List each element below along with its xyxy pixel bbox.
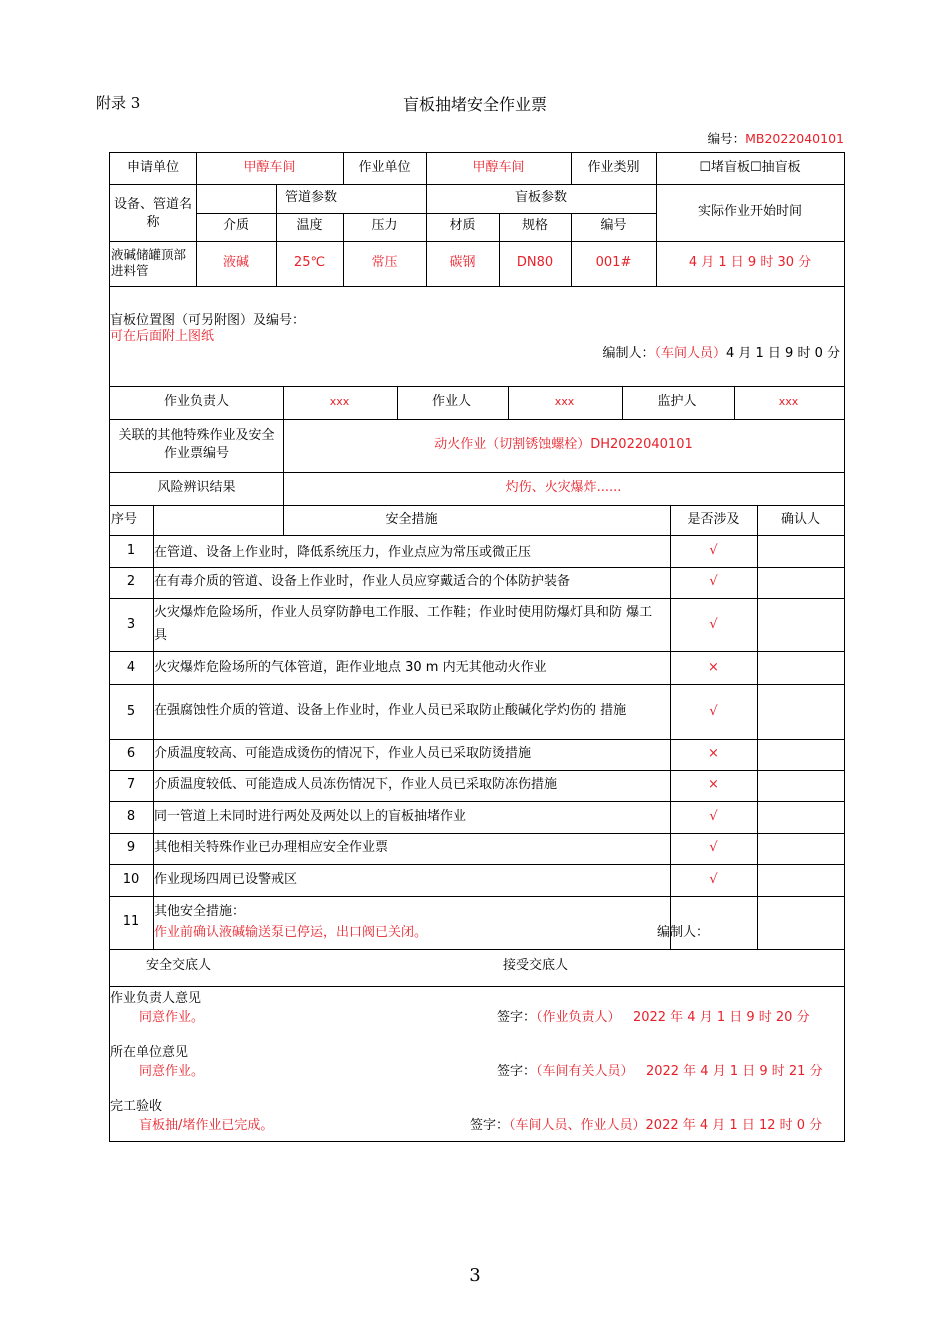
measure-mark-8: √ [709,808,718,824]
apply-unit-value: 甲醇车间 [243,160,296,176]
measure-no-9: 9 [126,840,136,856]
measure-mark-2: √ [709,574,718,590]
unit-sign-time: 2022 年 4 月 1 日 9 时 21 分 [645,1064,823,1079]
other-measures-label: 其他安全措施： [154,904,246,919]
measure-mark-9: √ [709,840,718,856]
measure-text-10: 作业现场四周已设警戒区 [154,871,298,887]
unit-sign-label: 签字： [497,1064,537,1079]
measure-text-8: 同一管道上未同时进行两处及两处以上的盲板抽堵作业 [154,808,467,824]
apply-unit-label: 申请单位 [126,160,179,176]
measure-no-11: 11 [122,914,140,930]
number-value: 001# [595,255,632,271]
measure-no-6: 6 [126,746,136,762]
measure-mark-6: × [708,746,719,762]
pipe-params-label: 管道参数 [284,189,337,205]
position-label: 盲板位置图（可另附图）及编号： [110,313,306,328]
position-compiler-time: 4 月 1 日 9 时 0 分 [725,346,840,361]
measure-no-10: 10 [122,871,140,887]
measure-text-7: 介质温度较低、可能造成人员冻伤情况下，作业人员已采取防冻伤措施 [154,777,558,793]
measure-no-7: 7 [126,777,136,793]
measure-text-1: 在管道、设备上作业时，降低系统压力，作业点应为常压或微正压 [154,544,532,560]
unit-sign-value: （车间有关人员） [536,1064,634,1079]
appendix-label: 附录 3 [96,94,141,112]
briefing-receiver-label: 接受交底人 [503,958,569,973]
measure-mark-1: √ [709,542,718,558]
measure-mark-7: × [708,777,719,793]
worker-label: 作业人 [431,394,471,410]
document-number [708,129,844,147]
unit-opinion-signature [497,1063,842,1083]
document-number-value: MB2022040101 [745,131,844,146]
related-permits-value: 动火作业（切割锈蚀螺栓）DH2022040101 [434,437,693,453]
position-compiler [560,345,840,365]
measure-text-6: 介质温度较高、可能造成烫伤的情况下，作业人员已采取防烫措施 [154,746,532,762]
unit-opinion-value: 同意作业。 [139,1064,205,1079]
unit-opinion-label: 所在单位意见 [110,1045,189,1060]
temperature-label: 温度 [296,218,323,234]
other-measures-value: 作业前确认液碱输送泵已停运，出口阀已关闭。 [154,925,428,940]
leader-opinion-value: 同意作业。 [139,1010,205,1025]
measure-text-3: 火灾爆炸危险场所，作业人员穿防静电工作服、工作鞋；作业时使用防爆灯具和防 爆工具 [154,605,653,643]
measure-text-4: 火灾爆炸危险场所的气体管道，距作业地点 30 m 内无其他动火作业 [154,660,547,676]
document-number-label: 编号： [707,131,746,146]
medium-label: 介质 [222,218,249,234]
risk-value: 灼伤、火灾爆炸...... [505,480,622,496]
guardian-label: 监护人 [657,394,697,410]
completion-value: 盲板抽/堵作业已完成。 [139,1118,274,1133]
material-label: 材质 [449,218,476,234]
measure-text-2: 在有毒介质的管道、设备上作业时，作业人员应穿戴适合的个体防护装备 [154,574,571,590]
start-time-label: 实际作业开始时间 [697,203,802,219]
page-title: 盲板抽堵安全作业票 [402,95,547,114]
completion-signature [470,1117,842,1137]
measure-no-1: 1 [126,542,136,558]
completion-sign-time: 2022 年 4 月 1 日 12 时 0 分 [645,1118,823,1133]
measure-number-header: 序号 [111,511,138,527]
measure-text-9: 其他相关特殊作业已办理相应安全作业票 [154,840,389,856]
medium-value: 液碱 [222,255,249,271]
work-unit-value: 甲醇车间 [472,160,525,176]
leader-sign-time: 2022 年 4 月 1 日 9 时 20 分 [632,1010,810,1025]
position-value: 可在后面附上图纸 [110,329,215,344]
work-type-options: ☐堵盲板☐抽盲板 [699,160,801,176]
start-time-value: 4 月 1 日 9 时 30 分 [688,255,812,271]
confirmer-header: 确认人 [780,511,820,527]
spec-label: 规格 [521,218,548,234]
other-measures-compiler-label: 编制人： [657,925,710,940]
equipment-label: 设备、管道名称 [114,196,193,230]
pressure-value: 常压 [371,255,398,271]
measure-no-2: 2 [126,574,136,590]
position-compiler-label: 编制人： [602,346,655,361]
involved-header: 是否涉及 [687,511,740,527]
measure-no-5: 5 [126,703,136,719]
risk-label: 风险辨识结果 [157,480,236,496]
safety-briefer-label: 安全交底人 [146,958,212,973]
leader-opinion-signature [497,1009,842,1029]
spec-value: DN80 [516,255,554,271]
work-unit-label: 作业单位 [358,160,411,176]
temperature-value: 25℃ [293,255,326,271]
measure-mark-10: √ [709,871,718,887]
page-number: 3 [469,1265,481,1286]
safety-measure-header: 安全措施 [385,511,438,527]
pressure-label: 压力 [371,218,398,234]
measure-text-5: 在强腐蚀性介质的管道、设备上作业时，作业人员已采取防止酸碱化学灼伤的 措施 [154,703,627,719]
leader-sign-value: （作业负责人） [536,1010,621,1025]
position-compiler-value: （车间人员） [654,346,726,361]
work-type-label: 作业类别 [587,160,640,176]
leader-opinion-label: 作业负责人意见 [110,991,202,1006]
guardian-value: xxx [778,394,799,408]
leader-value: xxx [329,394,350,408]
completion-label: 完工验收 [110,1099,163,1114]
completion-sign-label: 签字： [470,1118,510,1133]
worker-value: xxx [554,394,575,408]
blind-params-label: 盲板参数 [514,189,567,205]
measure-no-4: 4 [126,660,136,676]
leader-label: 作业负责人 [163,394,229,410]
completion-sign-value: （车间人员、作业人员） [509,1118,646,1133]
measure-mark-4: × [708,660,719,676]
measure-no-8: 8 [126,808,136,824]
measure-mark-5: √ [709,703,718,719]
measure-no-3: 3 [126,616,136,632]
measure-mark-3: √ [709,616,718,632]
related-permits-label: 关联的其他特殊作业及安全作业票编号 [118,428,275,461]
equipment-value: 液碱储罐顶部进料管 [111,247,187,278]
leader-sign-label: 签字： [497,1010,537,1025]
number-label: 编号 [600,218,627,234]
material-value: 碳钢 [449,255,476,271]
